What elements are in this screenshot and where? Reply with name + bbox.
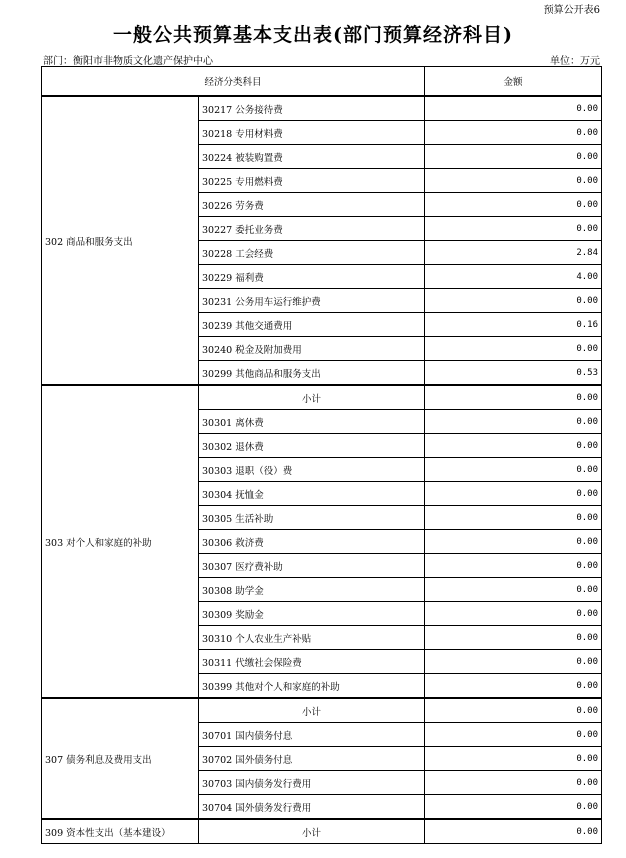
item-label: 30704 国外债务发行费用 bbox=[199, 795, 425, 820]
item-label: 30229 福利费 bbox=[199, 265, 425, 289]
item-amount: 4.00 bbox=[425, 265, 602, 289]
page-title: 一般公共预算基本支出表(部门预算经济科目) bbox=[113, 24, 513, 46]
item-amount: 0.00 bbox=[425, 530, 602, 554]
item-label: 30399 其他对个人和家庭的补助 bbox=[199, 674, 425, 699]
item-label: 30228 工会经费 bbox=[199, 241, 425, 265]
subtotal-row bbox=[42, 698, 602, 723]
item-label: 30226 劳务费 bbox=[199, 193, 425, 217]
item-amount: 0.00 bbox=[425, 121, 602, 145]
department-label: 部门：衡阳市非物质文化遗产保护中心 bbox=[43, 56, 213, 67]
item-label: 30703 国内债务发行费用 bbox=[199, 771, 425, 795]
item-label: 30310 个人农业生产补贴 bbox=[199, 626, 425, 650]
item-label: 30308 助学金 bbox=[199, 578, 425, 602]
table-row bbox=[42, 96, 602, 121]
item-label: 30306 救济费 bbox=[199, 530, 425, 554]
item-label: 30304 抚恤金 bbox=[199, 482, 425, 506]
header-row bbox=[42, 67, 602, 97]
item-label: 30227 委托业务费 bbox=[199, 217, 425, 241]
item-amount: 0.00 bbox=[425, 289, 602, 313]
item-amount: 0.00 bbox=[425, 458, 602, 482]
item-label: 30224 被装购置费 bbox=[199, 145, 425, 169]
item-label: 30311 代缴社会保险费 bbox=[199, 650, 425, 674]
unit-label: 单位：万元 bbox=[550, 56, 600, 67]
item-amount: 0.00 bbox=[425, 578, 602, 602]
header-category: 经济分类科目 bbox=[42, 67, 425, 97]
subtotal-amount: 0.00 bbox=[425, 698, 602, 723]
group-name: 302 商品和服务支出 bbox=[42, 96, 199, 385]
item-amount: 0.00 bbox=[425, 723, 602, 747]
item-label: 30299 其他商品和服务支出 bbox=[199, 361, 425, 386]
item-label: 30231 公务用车运行维护费 bbox=[199, 289, 425, 313]
item-label: 30301 离休费 bbox=[199, 410, 425, 434]
item-label: 30305 生活补助 bbox=[199, 506, 425, 530]
item-amount: 0.00 bbox=[425, 410, 602, 434]
item-amount: 0.53 bbox=[425, 361, 602, 386]
item-label: 30239 其他交通费用 bbox=[199, 313, 425, 337]
item-label: 30702 国外债务付息 bbox=[199, 747, 425, 771]
item-amount: 0.00 bbox=[425, 674, 602, 699]
item-amount: 0.00 bbox=[425, 795, 602, 820]
item-label: 30309 奖励金 bbox=[199, 602, 425, 626]
item-amount: 0.00 bbox=[425, 771, 602, 795]
header-amount: 金额 bbox=[425, 67, 602, 97]
item-amount: 0.00 bbox=[425, 337, 602, 361]
item-amount: 0.00 bbox=[425, 602, 602, 626]
subtotal-row bbox=[42, 819, 602, 844]
item-amount: 0.00 bbox=[425, 193, 602, 217]
item-label: 30225 专用燃料费 bbox=[199, 169, 425, 193]
form-number: 预算公开表6 bbox=[543, 5, 600, 16]
item-amount: 0.16 bbox=[425, 313, 602, 337]
group-name: 309 资本性支出（基本建设） bbox=[42, 819, 199, 844]
item-amount: 0.00 bbox=[425, 650, 602, 674]
item-label: 30218 专用材料费 bbox=[199, 121, 425, 145]
budget-table bbox=[41, 66, 602, 844]
item-label: 30701 国内债务付息 bbox=[199, 723, 425, 747]
item-amount: 0.00 bbox=[425, 434, 602, 458]
item-amount: 0.00 bbox=[425, 482, 602, 506]
subtotal-amount: 0.00 bbox=[425, 385, 602, 410]
subtotal-row bbox=[42, 385, 602, 410]
table-body bbox=[42, 96, 602, 844]
subtotal-label: 小计 bbox=[199, 385, 425, 410]
item-amount: 0.00 bbox=[425, 217, 602, 241]
item-amount: 0.00 bbox=[425, 96, 602, 121]
item-label: 30307 医疗费补助 bbox=[199, 554, 425, 578]
item-amount: 0.00 bbox=[425, 747, 602, 771]
subtotal-label: 小计 bbox=[199, 698, 425, 723]
item-label: 30303 退职（役）费 bbox=[199, 458, 425, 482]
item-label: 30240 税金及附加费用 bbox=[199, 337, 425, 361]
item-label: 30302 退休费 bbox=[199, 434, 425, 458]
item-amount: 2.84 bbox=[425, 241, 602, 265]
group-name: 303 对个人和家庭的补助 bbox=[42, 385, 199, 698]
item-amount: 0.00 bbox=[425, 169, 602, 193]
item-amount: 0.00 bbox=[425, 554, 602, 578]
subtotal-label: 小计 bbox=[199, 819, 425, 844]
item-label: 30217 公务接待费 bbox=[199, 96, 425, 121]
group-name: 307 债务利息及费用支出 bbox=[42, 698, 199, 819]
item-amount: 0.00 bbox=[425, 626, 602, 650]
item-amount: 0.00 bbox=[425, 145, 602, 169]
item-amount: 0.00 bbox=[425, 506, 602, 530]
subtotal-amount: 0.00 bbox=[425, 819, 602, 844]
